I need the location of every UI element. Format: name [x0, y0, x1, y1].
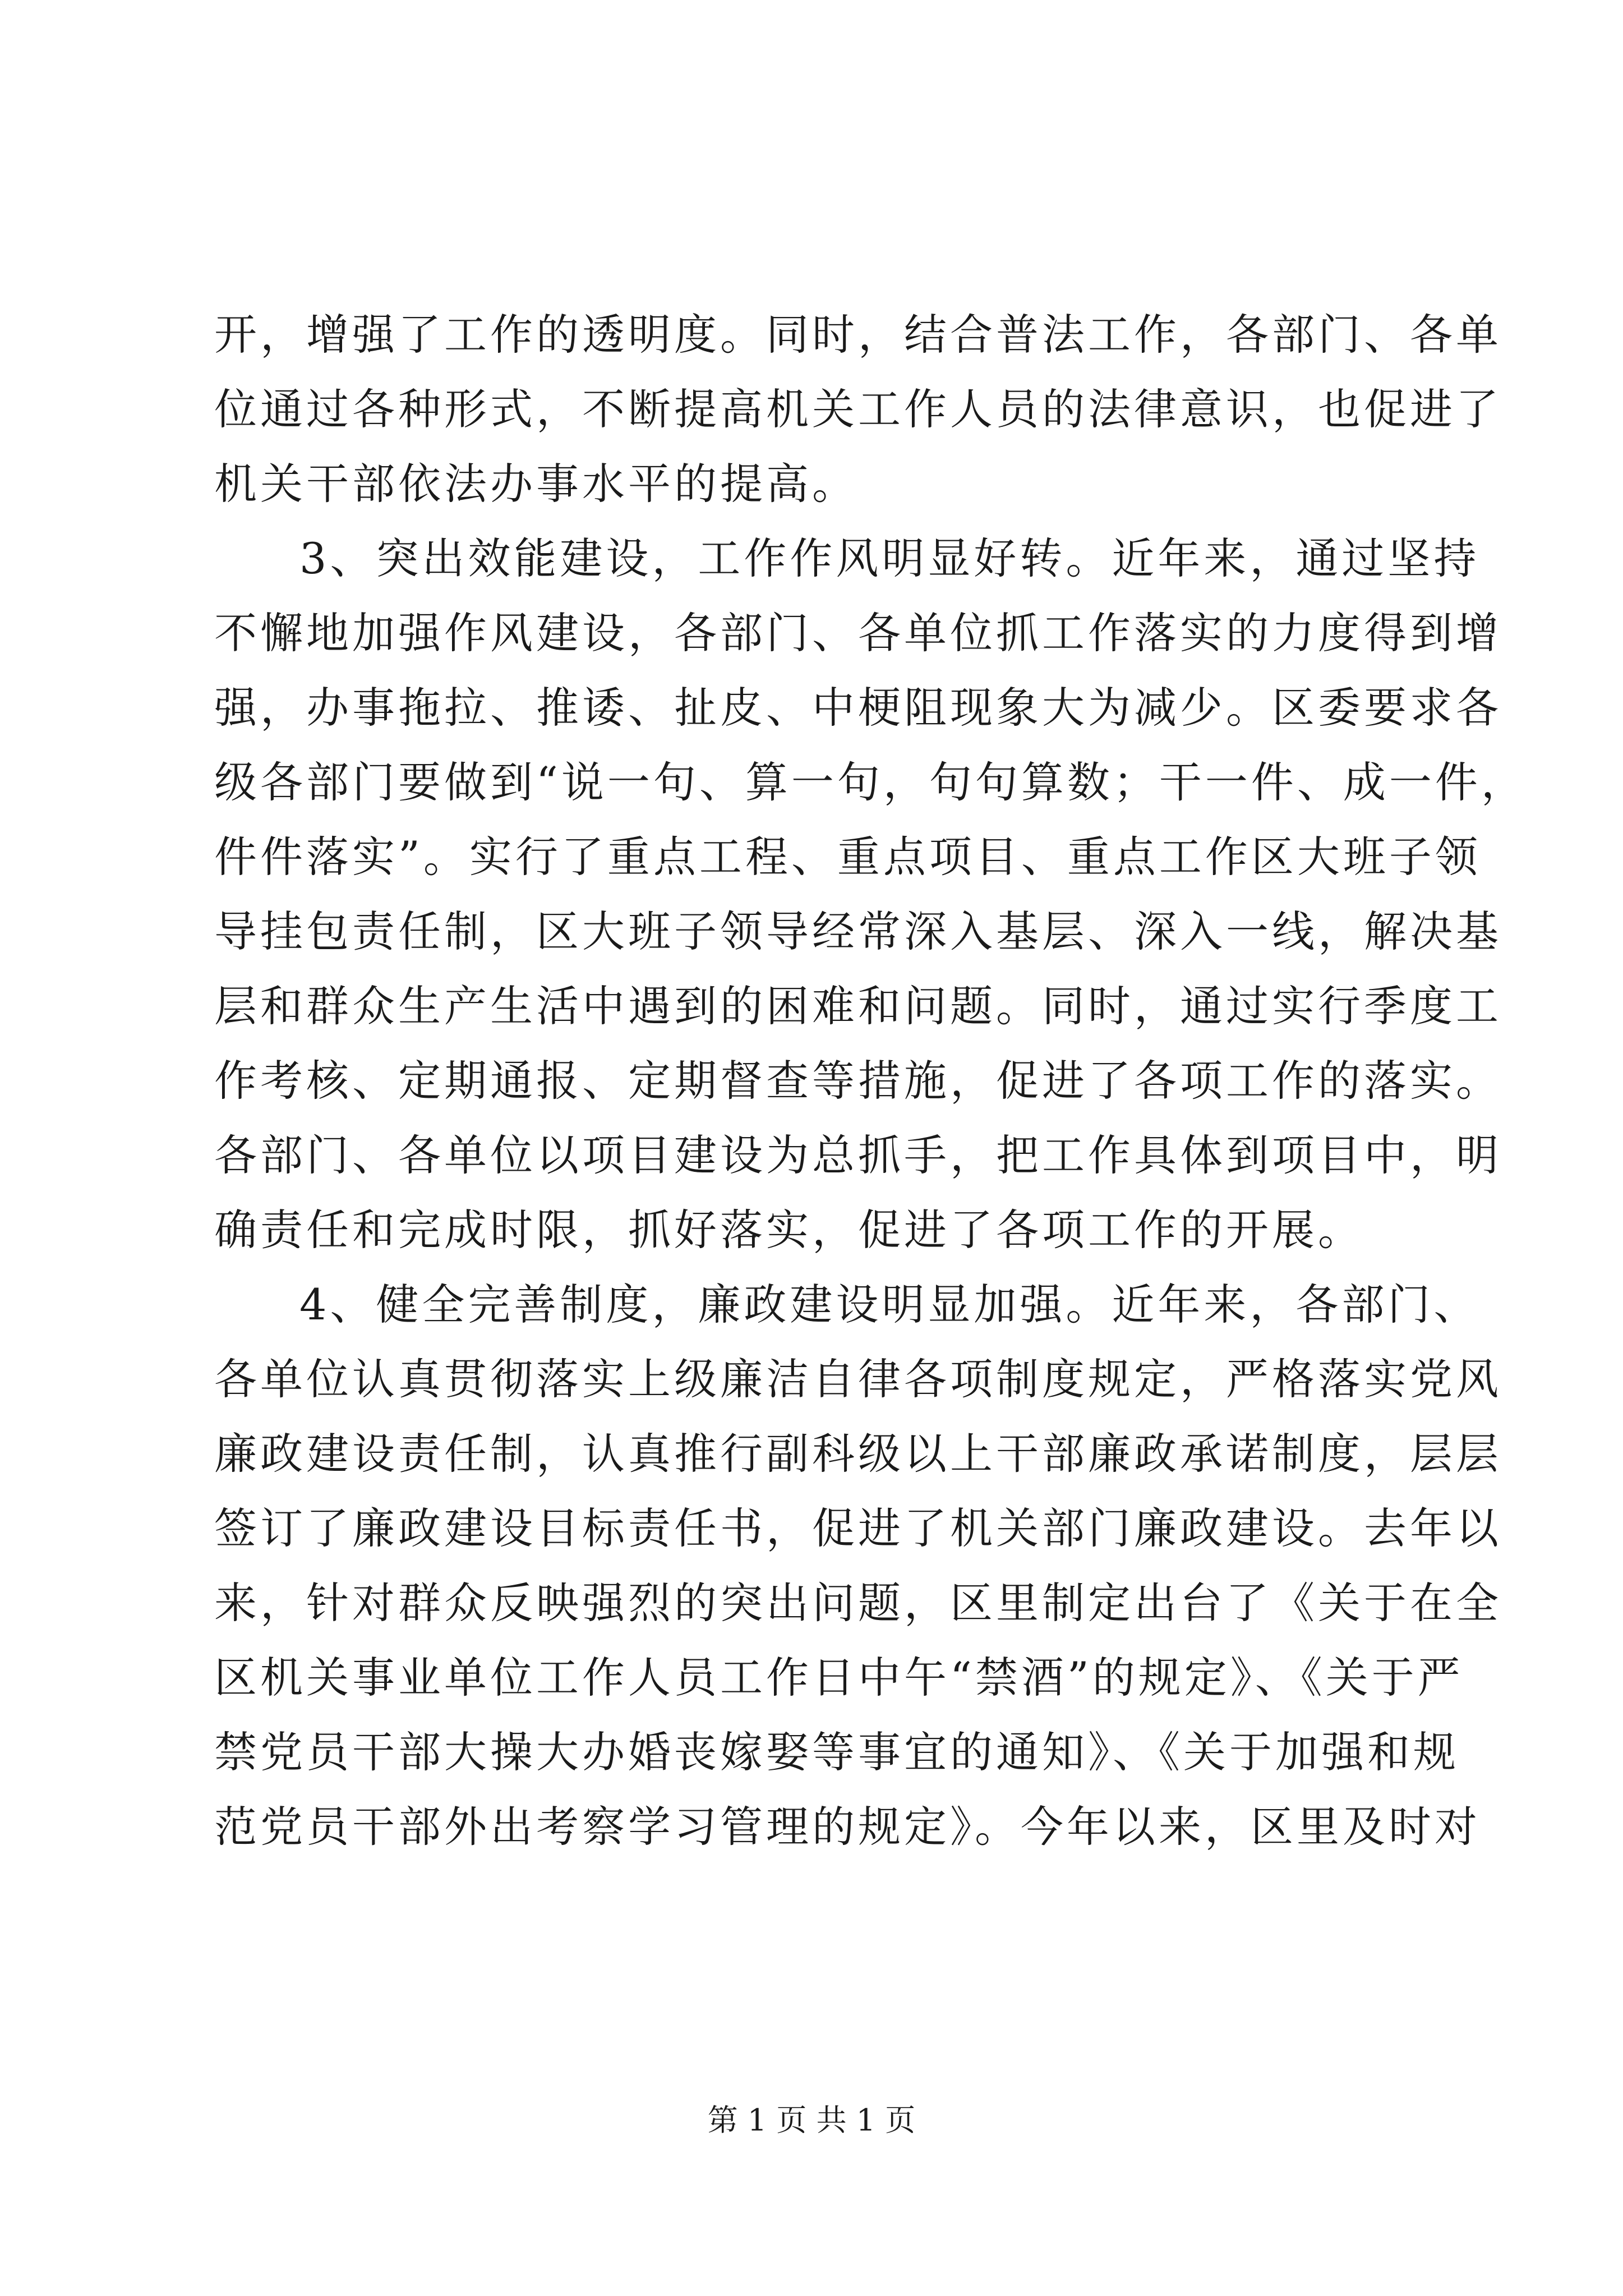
text-line: 作考核、定期通报、定期督查等措施，促进了各项工作的落实。 [214, 1056, 1502, 1106]
page-footer: 第 1 页 共 1 页 [707, 2102, 916, 2138]
text-line: 3、突出效能建设，工作作风明显好转。近年来，通过坚持 [299, 533, 1480, 583]
text-line: 层和群众生产生活中遇到的困难和问题。同时，通过实行季度工 [214, 981, 1502, 1031]
text-line: 不懈地加强作风建设，各部门、各单位抓工作落实的力度得到增 [214, 608, 1502, 658]
text-line: 禁党员干部大操大办婚丧嫁娶等事宜的通知》、《关于加强和规 [214, 1727, 1459, 1777]
document-body [214, 297, 1527, 1864]
text-line: 件件落实”。实行了重点工程、重点项目、重点工作区大班子领 [214, 832, 1481, 882]
text-line: 4、健全完善制度，廉政建设明显加强。近年来，各部门、 [299, 1280, 1480, 1329]
paragraph [214, 1267, 1502, 1864]
text-line: 级各部门要做到“说一句、算一句，句句算数；干一件、成一件， [214, 757, 1527, 807]
text-line: 导挂包责任制，区大班子领导经常深入基层、深入一线，解决基 [214, 907, 1502, 956]
text-line: 确责任和完成时限，抓好落实，促进了各项工作的开展。 [214, 1205, 1364, 1255]
paragraph [214, 297, 1502, 521]
text-line: 各部门、各单位以项目建设为总抓手，把工作具体到项目中，明 [214, 1130, 1502, 1180]
text-line: 开，增强了工作的透明度。同时，结合普法工作，各部门、各单 [214, 310, 1502, 360]
text-line: 各单位认真贯彻落实上级廉洁自律各项制度规定，严格落实党风 [214, 1354, 1502, 1404]
text-line: 来，针对群众反映强烈的突出问题，区里制定出台了《关于在全 [214, 1578, 1502, 1628]
paragraph [214, 521, 1527, 1267]
text-line: 范党员干部外出考察学习管理的规定》。今年以来，区里及时对 [214, 1802, 1481, 1852]
text-line: 机关干部依法办事水平的提高。 [214, 459, 858, 509]
text-line: 强，办事拖拉、推诿、扯皮、中梗阻现象大为减少。区委要求各 [214, 683, 1502, 733]
text-line: 廉政建设责任制，认真推行副科级以上干部廉政承诺制度，层层 [214, 1429, 1502, 1479]
text-line: 位通过各种形式，不断提高机关工作人员的法律意识，也促进了 [214, 384, 1502, 434]
text-line: 区机关事业单位工作人员工作日中午“禁酒”的规定》、《关于严 [214, 1653, 1464, 1703]
text-line: 签订了廉政建设目标责任书，促进了机关部门廉政建设。去年以 [214, 1503, 1502, 1553]
